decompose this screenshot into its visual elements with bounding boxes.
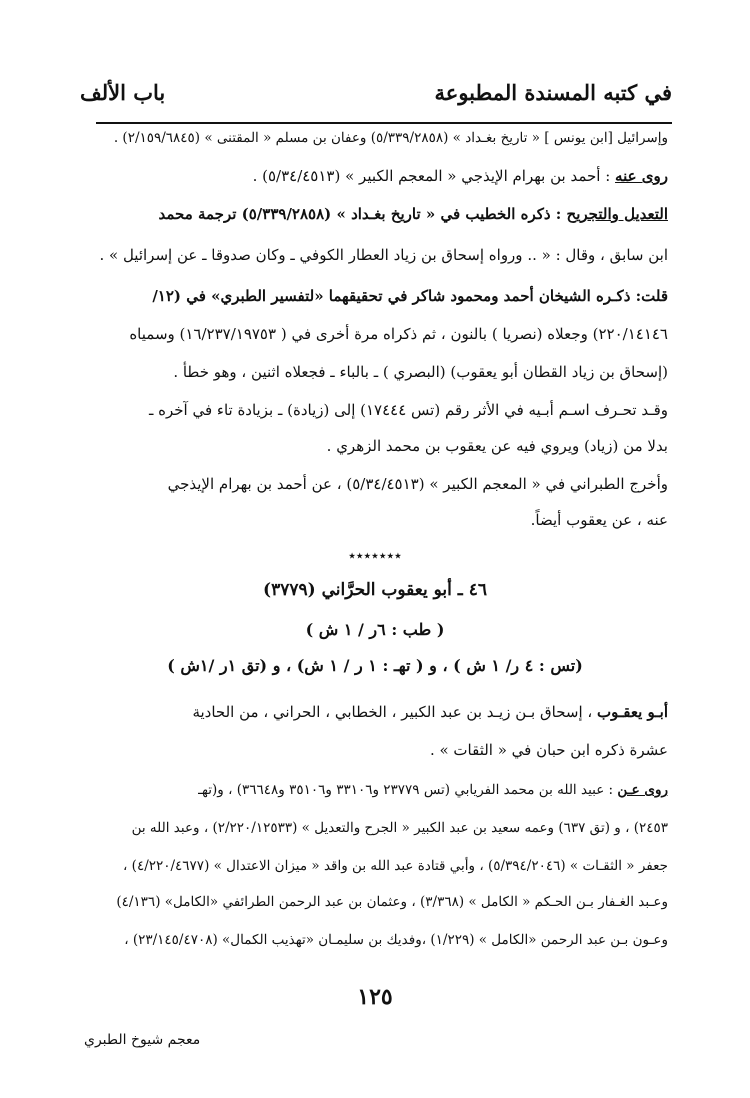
text-span: ، إسحاق بـن زيـد بن عبد الكبير ، الخطابي ، الحراني ، من الحادية: [192, 703, 598, 721]
entry-codes: ( طب : ٦ر / ١ ش ): [305, 620, 445, 639]
entry-intro-line: [192, 702, 668, 722]
entry-name: أبـو يعقـوب: [597, 703, 668, 721]
text-line: جعفر « الثقـات » (٥/٣٩٤/٢٠٤٦) ، وأبي قتادة عبد الله بن واقد « ميزان الاعتدال » (٤/٢٢٠/٤٦٧٧) ،: [123, 858, 668, 874]
chapter-title: باب الألف: [80, 80, 166, 105]
text-line: بدلا من (زياد) ويروي فيه عن يعقوب بن محمد الزهري .: [326, 437, 668, 455]
text-line: (إسحاق بن زياد القطان أبو يعقوب) (البصري ) ـ بالباء ـ فجعلاه اثنين ، وهو خطأ .: [173, 363, 668, 381]
entry-codes-2: (تس : ٤ ر/ ١ ش ) ، و ( تهـ : ١ ر / ١ ش) ، و (تق ١ر /١ش ): [167, 656, 583, 675]
narrated-from-line: [198, 780, 668, 800]
page-number: ١٢٥: [357, 984, 393, 1010]
text-line: ٢٤٥٣) ، و (تق ٦٣٧) وعمه سعيد بن عبد الكبير « الجرح والتعديل » (٢/٢٢٠/١٢٥٣٣) ، وعبد الله بن: [131, 820, 668, 836]
section-label: روى عـن: [617, 782, 668, 798]
running-title: في كتبه المسندة المطبوعة: [434, 80, 672, 105]
text-line: ٢٢٠/١٤١٤٦) وجعلاه (نصريا ) بالنون ، ثم ذكراه مرة أخرى في ( ١٦/٢٣٧/١٩٧٥٣) وسمياه: [129, 325, 668, 343]
text-line: عنه ، عن يعقوب أيضاً.: [530, 511, 668, 529]
text-line: وعـون بـن عبد الرحمن «الكامل » (١/٢٢٩) ،وفديك بن سليمـان «تهذيب الكمال» (٢٣/١٤٥/٤٧٠٨) ،: [124, 932, 668, 948]
text-line: ابن سابق ، وقال : « .. ورواه إسحاق بن زياد العطار الكوفي ـ وكان صدوقا ـ عن إسرائيل » .: [99, 246, 668, 264]
note-line: قلت: ذكـره الشيخان أحمد ومحمود شاكر في تحقيقهما «لتفسير الطبري» في (١٢/: [152, 287, 668, 305]
page-header: [80, 80, 672, 116]
section-label: التعديل والتجريح: [566, 205, 668, 223]
header-rule: [96, 122, 672, 124]
text-line: وقـد تحـرف اسـم أبـيه في الأثر رقم (تس ١٧٤٤٤) إلى (زيادة) ـ بزيادة تاء في آخره ـ: [148, 401, 668, 419]
text-span: : عبيد الله بن محمد الفريابي (تس ٢٣٧٧٩ و٣٣١٠٦ و٣٥١٠٦ و٣٦٦٤٨) ، و(تهـ: [198, 782, 618, 798]
book-footer: معجم شيوخ الطبري: [84, 1032, 201, 1048]
text-line: وأخرج الطبراني في « المعجم الكبير » (٥/٣٤/٤٥١٣) ، عن أحمد بن بهرام الإيذجي: [167, 475, 668, 493]
section-separator: ٭٭٭٭٭٭٭: [348, 548, 402, 564]
narrators-from-line: [253, 166, 668, 186]
text-span: : ذكره الخطيب في « تاريخ بغـداد » (٥/٣٣٩/٢٨٥٨) ترجمة محمد: [158, 205, 567, 223]
section-label: روى عنه: [615, 167, 668, 185]
text-line: وإسرائيل [ابن يونس ] « تاريخ بغـداد » (٥/٣٣٩/٢٨٥٨) وعفان بن مسلم « المقتنى » (٢/١٥٩/٦٨٤٥) .: [113, 130, 668, 146]
text-span: : أحمد بن بهرام الإيذجي « المعجم الكبير » (٥/٣٤/٤٥١٣) .: [252, 167, 616, 185]
text-line: عشرة ذكره ابن حبان في « الثقات » .: [429, 741, 668, 759]
text-line: وعـبد الغـفار بـن الحـكم « الكامل » (٣/٣٦٨) ، وعثمان بن عبد الرحمن الطرائفي «الكامل» (٤/١٣٦): [116, 894, 668, 910]
entry-title: ٤٦ ـ أبو يعقوب الحرَّاني (٣٧٧٩): [263, 580, 487, 600]
evaluation-line: [158, 204, 668, 224]
